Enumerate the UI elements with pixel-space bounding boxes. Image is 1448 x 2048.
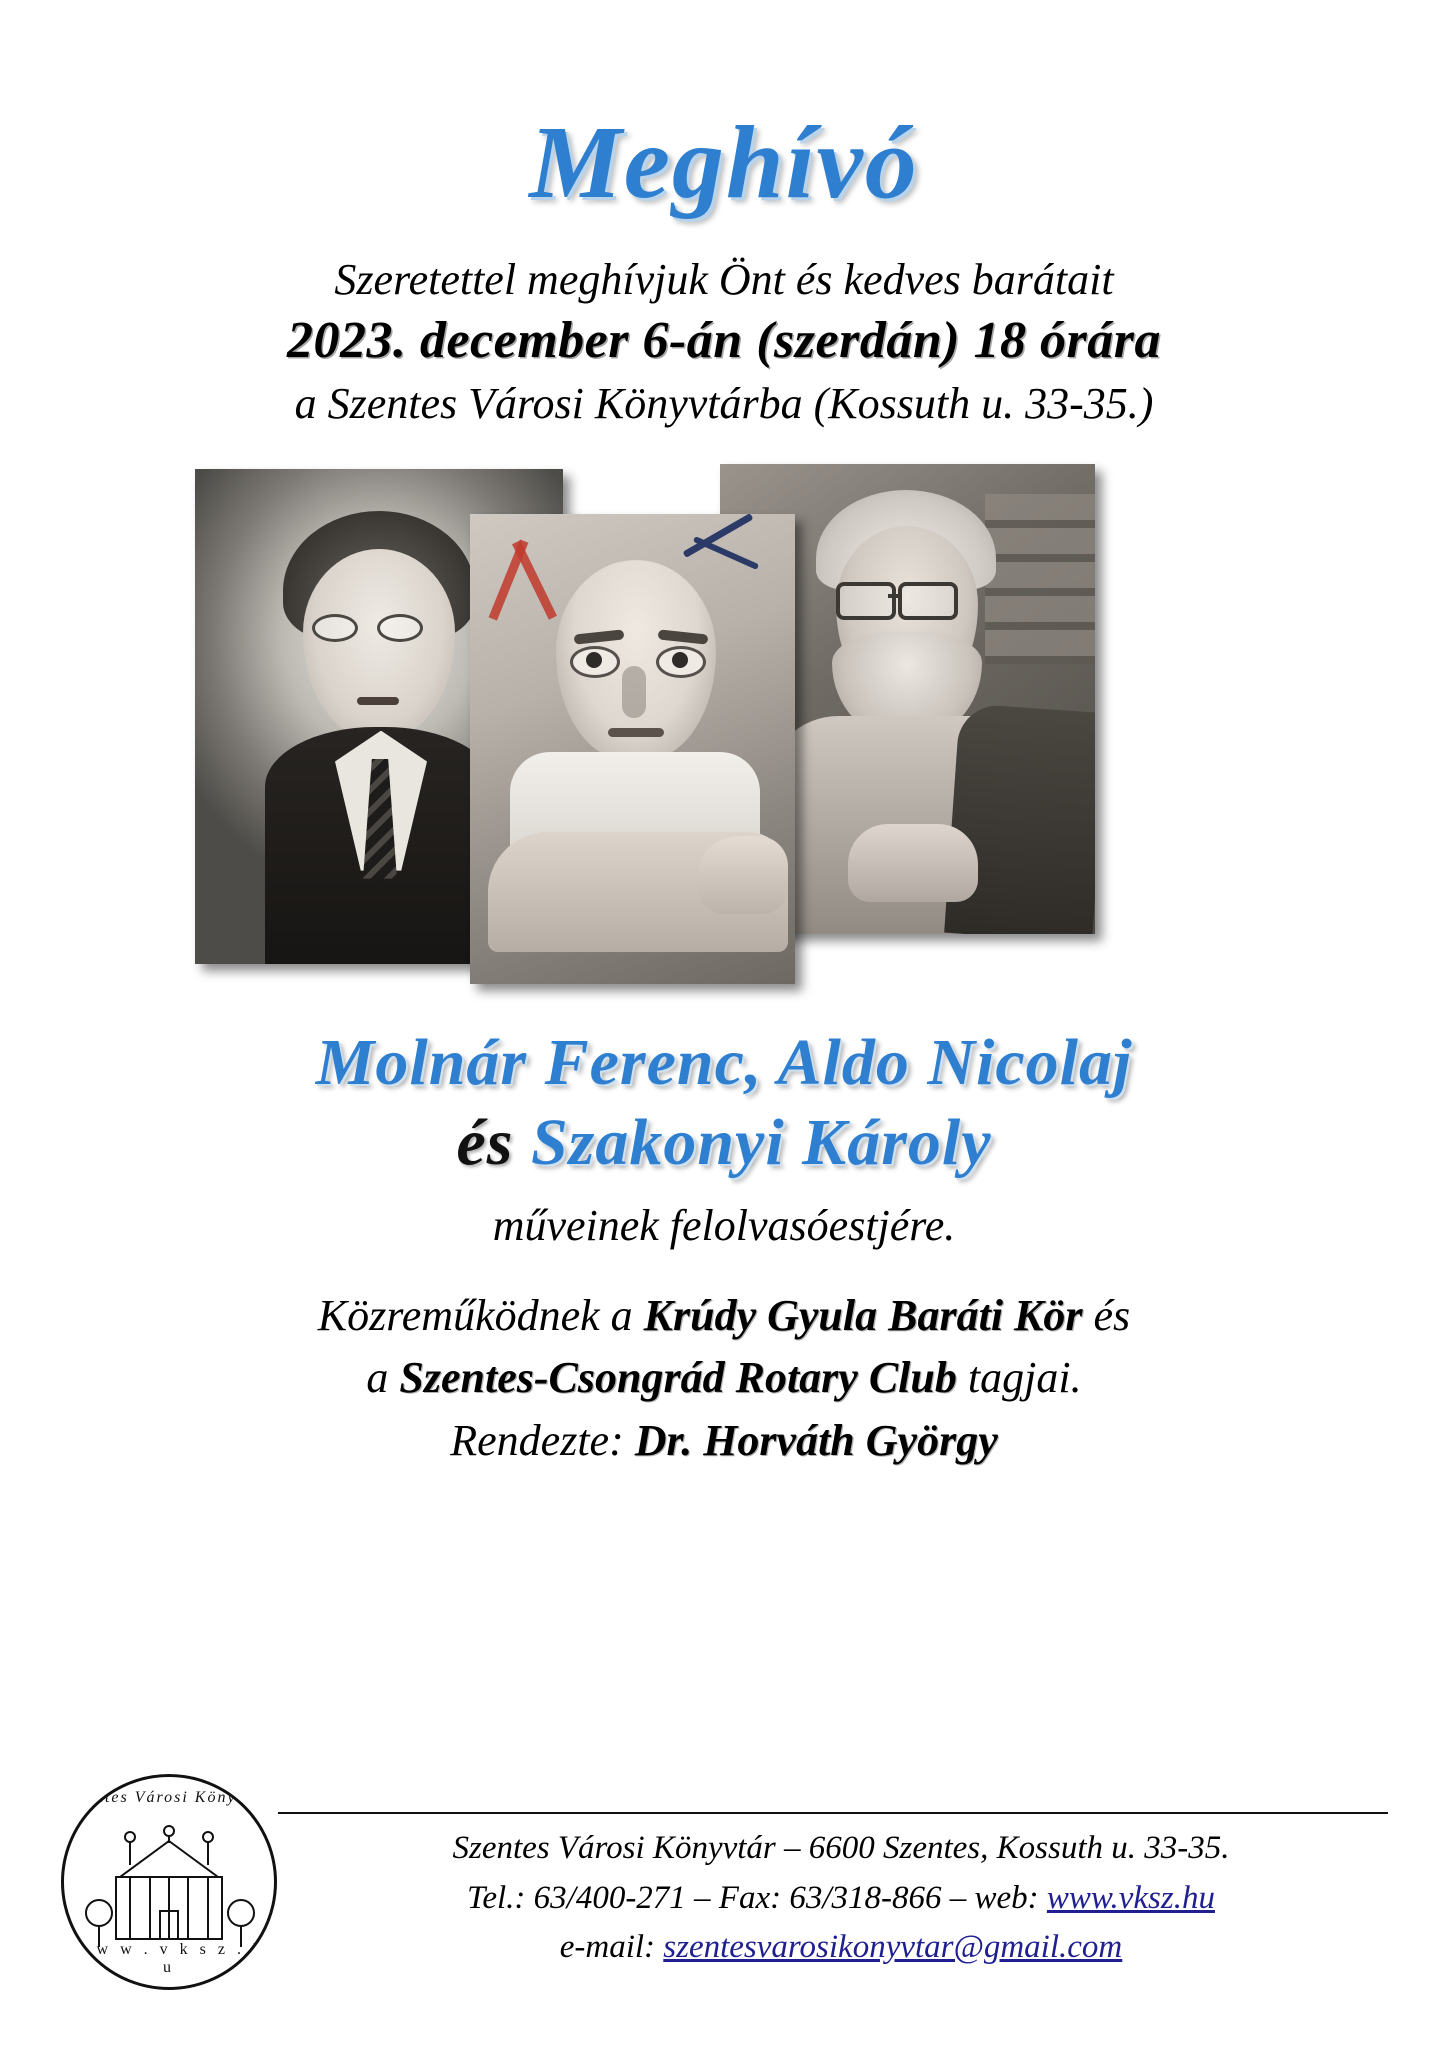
intro-line-greeting: Szeretettel meghívjuk Önt és kedves barátait: [334, 255, 1114, 305]
footer-phone-fax: Tel.: 63/400-271 – Fax: 63/318-866 – web:: [467, 1879, 1047, 1916]
credits-line-3: [60, 1410, 1388, 1472]
logo-ring-text-top: Szentes Városi Könyvtár: [67, 1789, 271, 1806]
credits-organizer-name: Dr. Horváth György: [634, 1415, 998, 1465]
credits-line-1-pre: Közreműködnek a: [317, 1290, 644, 1340]
portrait-aldo-nicolaj: [470, 514, 795, 984]
logo-ring-text-bottom: w w w . v k s z . h u: [73, 1941, 265, 1976]
footer: [60, 1768, 1388, 1990]
names-conjunction: és: [456, 1106, 531, 1180]
credits-block: [60, 1285, 1388, 1472]
credits-org-rotary: Szentes-Csongrád Rotary Club: [399, 1353, 957, 1403]
credits-line-3-pre: Rendezte:: [450, 1415, 635, 1465]
author-names-line-1: Molnár Ferenc, Aldo Nicolaj: [315, 1025, 1133, 1099]
credits-line-2-pre: a: [366, 1353, 400, 1403]
credits-line-1-post: és: [1082, 1290, 1131, 1340]
footer-address: Szentes Városi Könyvtár – 6600 Szentes, Kossuth u. 33-35.: [452, 1830, 1230, 1866]
library-logo: [60, 1768, 278, 1990]
logo-circle: [61, 1774, 277, 1990]
intro-line-venue: a Szentes Városi Könyvtárba (Kossuth u. 33-35.): [294, 379, 1154, 429]
credits-org-krudy: Krúdy Gyula Baráti Kör: [643, 1290, 1083, 1340]
footer-contact-info: [278, 1812, 1388, 1973]
intro-line-datetime: 2023. december 6-án (szerdán) 18 órára: [286, 311, 1162, 369]
author-names-line-2: [60, 1103, 1388, 1184]
footer-email-line: [294, 1923, 1388, 1973]
footer-email-link[interactable]: szentesvarosikonyvtar@gmail.com: [663, 1929, 1123, 1965]
event-description: műveinek felolvasóestjére.: [492, 1200, 956, 1250]
author-names: [60, 1023, 1388, 1184]
invitation-intro: [60, 253, 1388, 432]
footer-phone-web: [294, 1874, 1388, 1924]
library-building-icon: [110, 1825, 228, 1945]
portrait-gallery: [60, 459, 1388, 999]
footer-website-link[interactable]: www.vksz.hu: [1046, 1879, 1215, 1916]
credits-line-1: [60, 1285, 1388, 1347]
credits-line-2-post: tagjai.: [956, 1353, 1082, 1403]
author-name-szakonyi: Szakonyi Károly: [530, 1106, 992, 1180]
footer-email-label: e-mail:: [559, 1929, 664, 1965]
page-title: Meghívó: [529, 105, 919, 220]
credits-line-2: [60, 1347, 1388, 1409]
